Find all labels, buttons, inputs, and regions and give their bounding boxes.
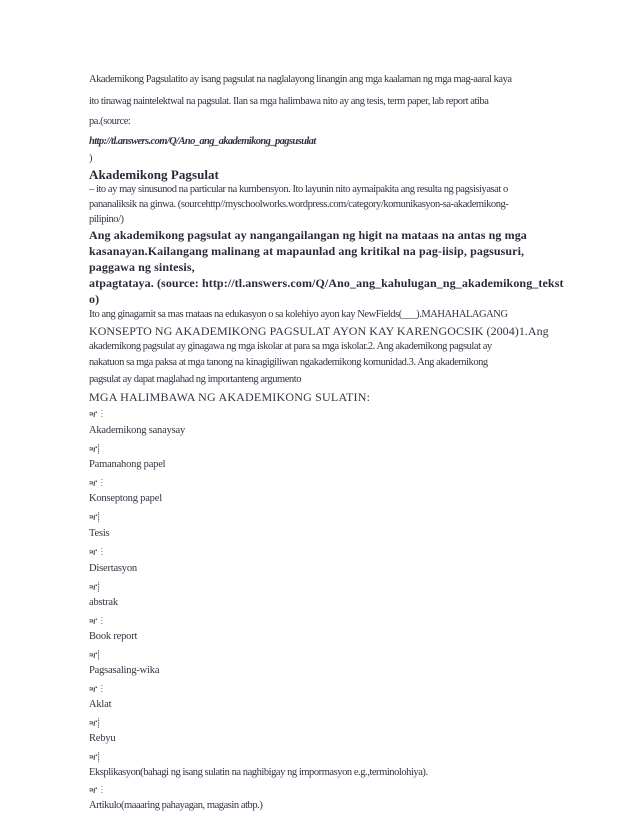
bullet-glyph-10: ⶳ⸽: [89, 718, 100, 728]
close-paren: ): [89, 153, 93, 164]
definition-line-1: – ito ay may sinusunod na particular na kumbensyon. Ito layunin nito aymaipakita ang resulta ng pagsisiyasat o: [89, 184, 508, 195]
list-item-5: Disertasyon: [89, 563, 137, 574]
list-item-9: Aklat: [89, 699, 112, 710]
concept-line-4: nakatuon sa mga paksa at mga tanong na kinagigiliwan ngakademikong komunidad.3. Ang akademikong: [89, 357, 488, 368]
concept-line-5: pagsulat ay dapat maglahad ng importanteng argumento: [89, 374, 302, 385]
bold-paragraph-line-3: paggawa ng sintesis,: [89, 260, 195, 274]
list-item-7: Book report: [89, 631, 138, 642]
bold-paragraph-line-2: kasanayan.Kailangang malinang at mapaunlad ang kritikal na pag-iisip, pagsusuri,: [89, 244, 525, 258]
bullet-glyph-1: ⶳ︙: [89, 409, 107, 419]
bold-paragraph-line-5: o): [89, 292, 100, 306]
definition-line-2: pananaliksik na ginwa. (sourcehttp//myschoolworks.wordpress.com/category/komunikasyon-sa-akademikong-: [89, 199, 509, 210]
list-item-4: Tesis: [89, 528, 110, 539]
list-item-6: abstrak: [89, 597, 118, 608]
bullet-glyph-4: ⶳ⸽: [89, 512, 100, 522]
list-item-10: Rebyu: [89, 733, 116, 744]
list-item-12: Artikulo(maaaring pahayagan, magasin atbp.): [89, 800, 263, 811]
list-item-8: Pagsasaling-wika: [89, 665, 160, 676]
bold-paragraph-line-1: Ang akademikong pagsulat ay nangangailangan ng higit na mataas na antas ng mga: [89, 228, 527, 242]
bullet-glyph-6: ⶳ⸽: [89, 582, 100, 592]
bullet-glyph-9: ⶳ︙: [89, 684, 107, 694]
source-link[interactable]: http://tl.answers.com/Q/Ano_ang_akademikong_pagsusulat: [89, 136, 316, 147]
concept-line-1: Ito ang ginagamit sa mas mataas na edukasyon o sa kolehiyo ayon kay NewFields(___).MAHAHALAGANG: [89, 309, 508, 320]
list-item-3: Konseptong papel: [89, 493, 162, 504]
bold-paragraph-line-4: atpagtataya. (source: http://tl.answers.com/Q/Ano_ang_kahulugan_ng_akademikong_tekst: [89, 276, 564, 290]
section-heading: Akademikong Pagsulat: [89, 167, 219, 182]
bullet-glyph-12: ⶳ︙: [89, 785, 107, 795]
bullet-glyph-8: ⶳ⸽: [89, 650, 100, 660]
bullet-glyph-11: ⶳ⸽: [89, 752, 100, 762]
bullet-glyph-7: ⶳ︙: [89, 616, 107, 626]
bullet-glyph-3: ⶳ︙: [89, 478, 107, 488]
list-item-1: Akademikong sanaysay: [89, 425, 186, 436]
intro-line-1: Akademikong Pagsulatito ay isang pagsulat na naglalayong linangin ang mga kaalaman ng mga mag-aaral kaya: [89, 74, 512, 85]
intro-line-2: ito tinawag naintelektwal na pagsulat. Ilan sa mga halimbawa nito ay ang tesis, term paper, lab report atiba: [89, 96, 489, 107]
definition-line-3: pilipino/): [89, 214, 124, 225]
intro-line-3: pa.(source:: [89, 116, 131, 127]
concept-line-3: akademikong pagsulat ay ginagawa ng mga iskolar at para sa mga iskolar.2. Ang akademikong pagsulat ay: [89, 341, 492, 352]
bullet-glyph-5: ⶳ︙: [89, 547, 107, 557]
list-item-11: Eksplikasyon(bahagi ng isang sulatin na naghibigay ng impormasyon e.g.,terminolohiya).: [89, 767, 428, 778]
bullet-glyph-2: ⶳ⸽: [89, 444, 100, 454]
list-item-2: Pamanahong papel: [89, 459, 166, 470]
concept-line-2: KONSEPTO NG AKADEMIKONG PAGSULAT AYON KAY KARENGOCSIK (2004)1.Ang: [89, 324, 549, 338]
list-heading: MGA HALIMBAWA NG AKADEMIKONG SULATIN:: [89, 390, 371, 404]
